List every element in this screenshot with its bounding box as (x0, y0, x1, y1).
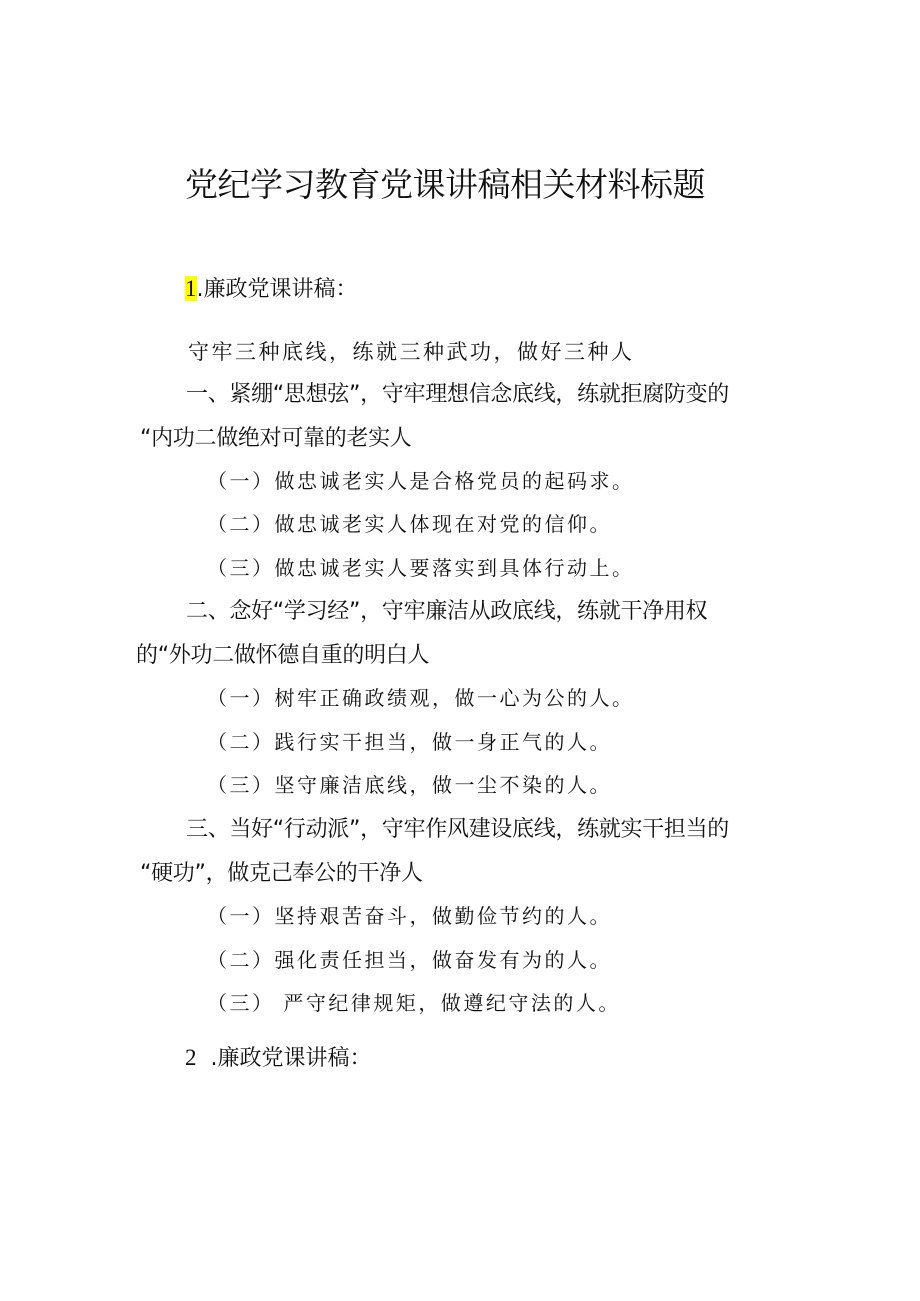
section-2-sub-3: （三）坚守廉洁底线，做一尘不染的人。 (207, 773, 612, 797)
section-2-line-1: 二、念好“学习经”，守牢廉洁从政底线，练就干净用权 (186, 599, 708, 624)
section-1-line-1: 一、紧绷“思想弦”，守牢理想信念底线，练就拒腐防变的 (186, 382, 729, 407)
section-2-line-2: 的“外功二做怀德自重的明白人 (136, 643, 430, 668)
item-2-label: .廉政党课讲稿： (210, 1046, 372, 1071)
section-3-line-2: “硬功”，做克己奉公的干净人 (140, 861, 423, 886)
subtitle: 守牢三种底线，练就三种武功，做好三种人 (188, 340, 635, 364)
section-3-sub-3: （三） 严守纪律规矩，做遵纪守法的人。 (207, 991, 621, 1015)
section-1-sub-1: （一）做忠诚老实人是合格党员的起码求。 (207, 469, 635, 493)
section-2-sub-2: （二）践行实干担当，做一身正气的人。 (207, 730, 612, 754)
section-1-line-2: “内功二做绝对可靠的老实人 (140, 426, 412, 451)
item-2-number: 2 (185, 1045, 197, 1070)
section-3-sub-1: （一）坚持艰苦奋斗，做勤俭节约的人。 (207, 904, 612, 928)
item-1-label: .廉政党课讲稿： (196, 277, 358, 302)
section-1-sub-2: （二）做忠诚老实人体现在对党的信仰。 (207, 512, 612, 536)
item-1-number: 1 (185, 276, 197, 301)
section-3-sub-2: （二）强化责任担当，做奋发有为的人。 (207, 948, 612, 972)
section-1-sub-3: （三）做忠诚老实人要落实到具体行动上。 (207, 556, 635, 580)
item-2-heading (185, 1046, 372, 1070)
document-title: 党纪学习教育党课讲稿相关材料标题 (185, 165, 705, 204)
section-3-line-1: 三、当好“行动派”，守牢作风建设底线，练就实干担当的 (186, 817, 729, 842)
section-2-sub-1: （一）树牢正确政绩观，做一心为公的人。 (207, 686, 635, 710)
item-1-heading (185, 277, 358, 301)
